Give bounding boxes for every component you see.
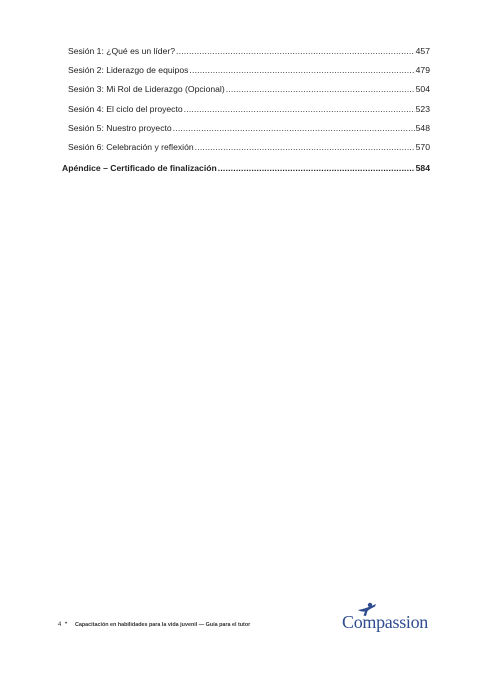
- toc-entry-appendix[interactable]: [62, 159, 430, 178]
- toc-entry-page: 479: [415, 65, 430, 76]
- logo-wordmark: Compassion: [342, 612, 429, 632]
- toc-entry-page: 548: [415, 122, 430, 133]
- toc-entry-page: 457: [415, 46, 430, 56]
- toc-entry-session-2[interactable]: [62, 61, 430, 80]
- table-of-contents: [62, 42, 430, 178]
- dot-leader: [226, 80, 415, 99]
- toc-entry-session-1[interactable]: [62, 42, 430, 61]
- dot-leader: [176, 42, 415, 61]
- dot-leader: [195, 138, 415, 157]
- dot-leader: [218, 159, 415, 178]
- toc-entry-session-3[interactable]: [62, 80, 430, 99]
- toc-entry-title: Sesión 4: El ciclo del proyecto: [68, 103, 183, 114]
- compassion-logo: [342, 602, 452, 646]
- toc-entry-title: Sesión 5: Nuestro proyecto: [68, 122, 172, 133]
- toc-entry-title: Sesión 2: Liderazgo de equipos: [68, 65, 189, 76]
- footer-page-number: 4: [58, 622, 62, 628]
- toc-entry-title: Apéndice – Certificado de finalización: [62, 163, 217, 174]
- footer-title: Capacitación en habilidades para la vida juvenil — Guía para el tutor: [75, 622, 251, 628]
- page-footer: [58, 612, 487, 646]
- toc-entry-session-5[interactable]: [62, 119, 430, 138]
- toc-entry-session-6[interactable]: [62, 138, 430, 157]
- toc-entry-session-4[interactable]: [62, 100, 430, 119]
- toc-entry-page: 584: [415, 163, 430, 174]
- toc-entry-page: 570: [415, 141, 430, 152]
- toc-entry-title: Sesión 1: ¿Qué es un líder?: [68, 46, 176, 56]
- toc-entry-page: 504: [415, 84, 430, 95]
- toc-entry-title: Sesión 3: Mi Rol de Liderazgo (Opcional): [68, 84, 225, 95]
- dot-leader: [184, 100, 415, 119]
- footer-bullet: •: [65, 621, 68, 627]
- dot-leader: [173, 119, 415, 138]
- toc-entry-page: 523: [415, 103, 430, 114]
- toc-entry-title: Sesión 6: Celebración y reflexión: [68, 141, 194, 152]
- dot-leader: [189, 61, 414, 80]
